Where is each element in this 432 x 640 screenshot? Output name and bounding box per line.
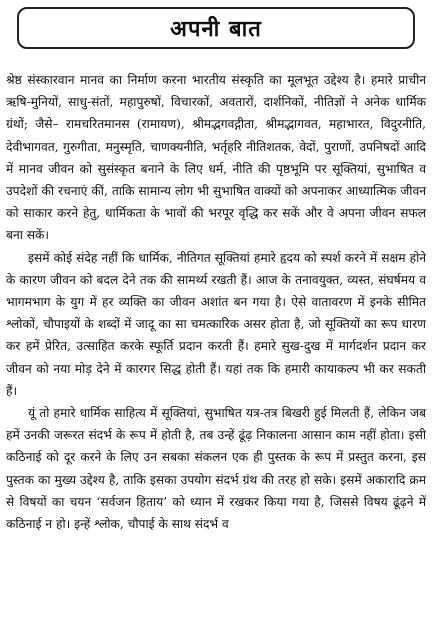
title-box	[17, 7, 415, 49]
paragraph-1: श्रेष्ठ संस्कारवान मानव का निर्माण करना भारतीय संस्कृति का मूलभूत उद्देश्य है। हमारे प्राचीन ऋषि-मुनियों, साधु-संतों, महापुरुषों, विचारकों, अवतारों, दार्शनिकों, नीतिज्ञों ने अनेक धार्मिक ग्रंथों; जैसे– रामचरितमानस (रामायण), श्रीमद्भगवद्गीता, श्रीमद्भागवत, महाभारत, विदुरनीति, देवीभागवत, गुरुगीता, मनुस्मृति, चाणक्यनीति, भर्तृहरि नीतिशतक, वेदों, पुराणों, उपनिषदों आदि में मानव जीवन को सुसंस्कृत बनाने के लिए धर्म, नीति की पृष्ठभूमि पर सूक्तियां, सुभाषित व उपदेशों की रचनाएं कीं, ताकि सामान्य लोग भी सुभाषित वाक्यों को अपनाकर आध्यात्मिक जीवन को साकार करने हेतु, धार्मिकता के भावों की भरपूर वृद्धि कर सकें और वे अपना जीवन सफल बना सकें।	[6, 73, 426, 243]
page-title: अपनी बात	[170, 17, 262, 42]
paragraph-3: यूं तो हमारे धार्मिक साहित्य में सूक्तियां, सुभाषित यत्र-तत्र बिखरी हुई मिलती हैं, लेकिन जब हमें उनकी जरूरत संदर्भ के रूप में होती है, तब उन्हें ढूंढ़ निकालना आसान काम नहीं होता। इसी कठिनाई को दूर करने के लिए उन सबका संकलन एक ही पुस्तक के रूप में प्रस्तुत करना, इस पुस्तक का मुख्य उद्देश्य है, ताकि इसका उपयोग संदर्भ ग्रंथ की तरह हो सके। इसमें अकारादि क्रम से विषयों का चयन ‘सर्वजन हिताय’ को ध्यान में रखकर किया गया है, जिससे विषय ढूंढ़ने में कठिनाई न हो। इन्हें श्लोक, चौपाई के साथ संदर्भ व	[6, 406, 426, 532]
paragraph-2: इसमें कोई संदेह नहीं कि धार्मिक, नीतिगत सूक्तियां हमारे हृदय को स्पर्श करने में सक्षम होने के कारण जीवन को बदल देने तक की सामर्थ्य रखती हैं। आज के तनावयुक्त, व्यस्त, संघर्षमय व भागमभाग के युग में हर व्यक्ति का जीवन अशांत बन गया है। ऐसे वातावरण में इनके सीमित श्लोकों, चौपाइयों के शब्दों में जादू का सा चमत्कारिक असर होता है, जो सूक्तियों का रूप धारण कर हमें प्रेरित, उत्साहित करके स्फूर्ति प्रदान करती हैं। हमारे सुख-दुख में मार्गदर्शन प्रदान कर जीवन को नया मोड़ देने में कारगर सिद्ध होती हैं। यहां तक कि हमारी कायाकल्प भी कर सकती हैं।	[6, 250, 426, 398]
body-text	[4, 69, 428, 535]
